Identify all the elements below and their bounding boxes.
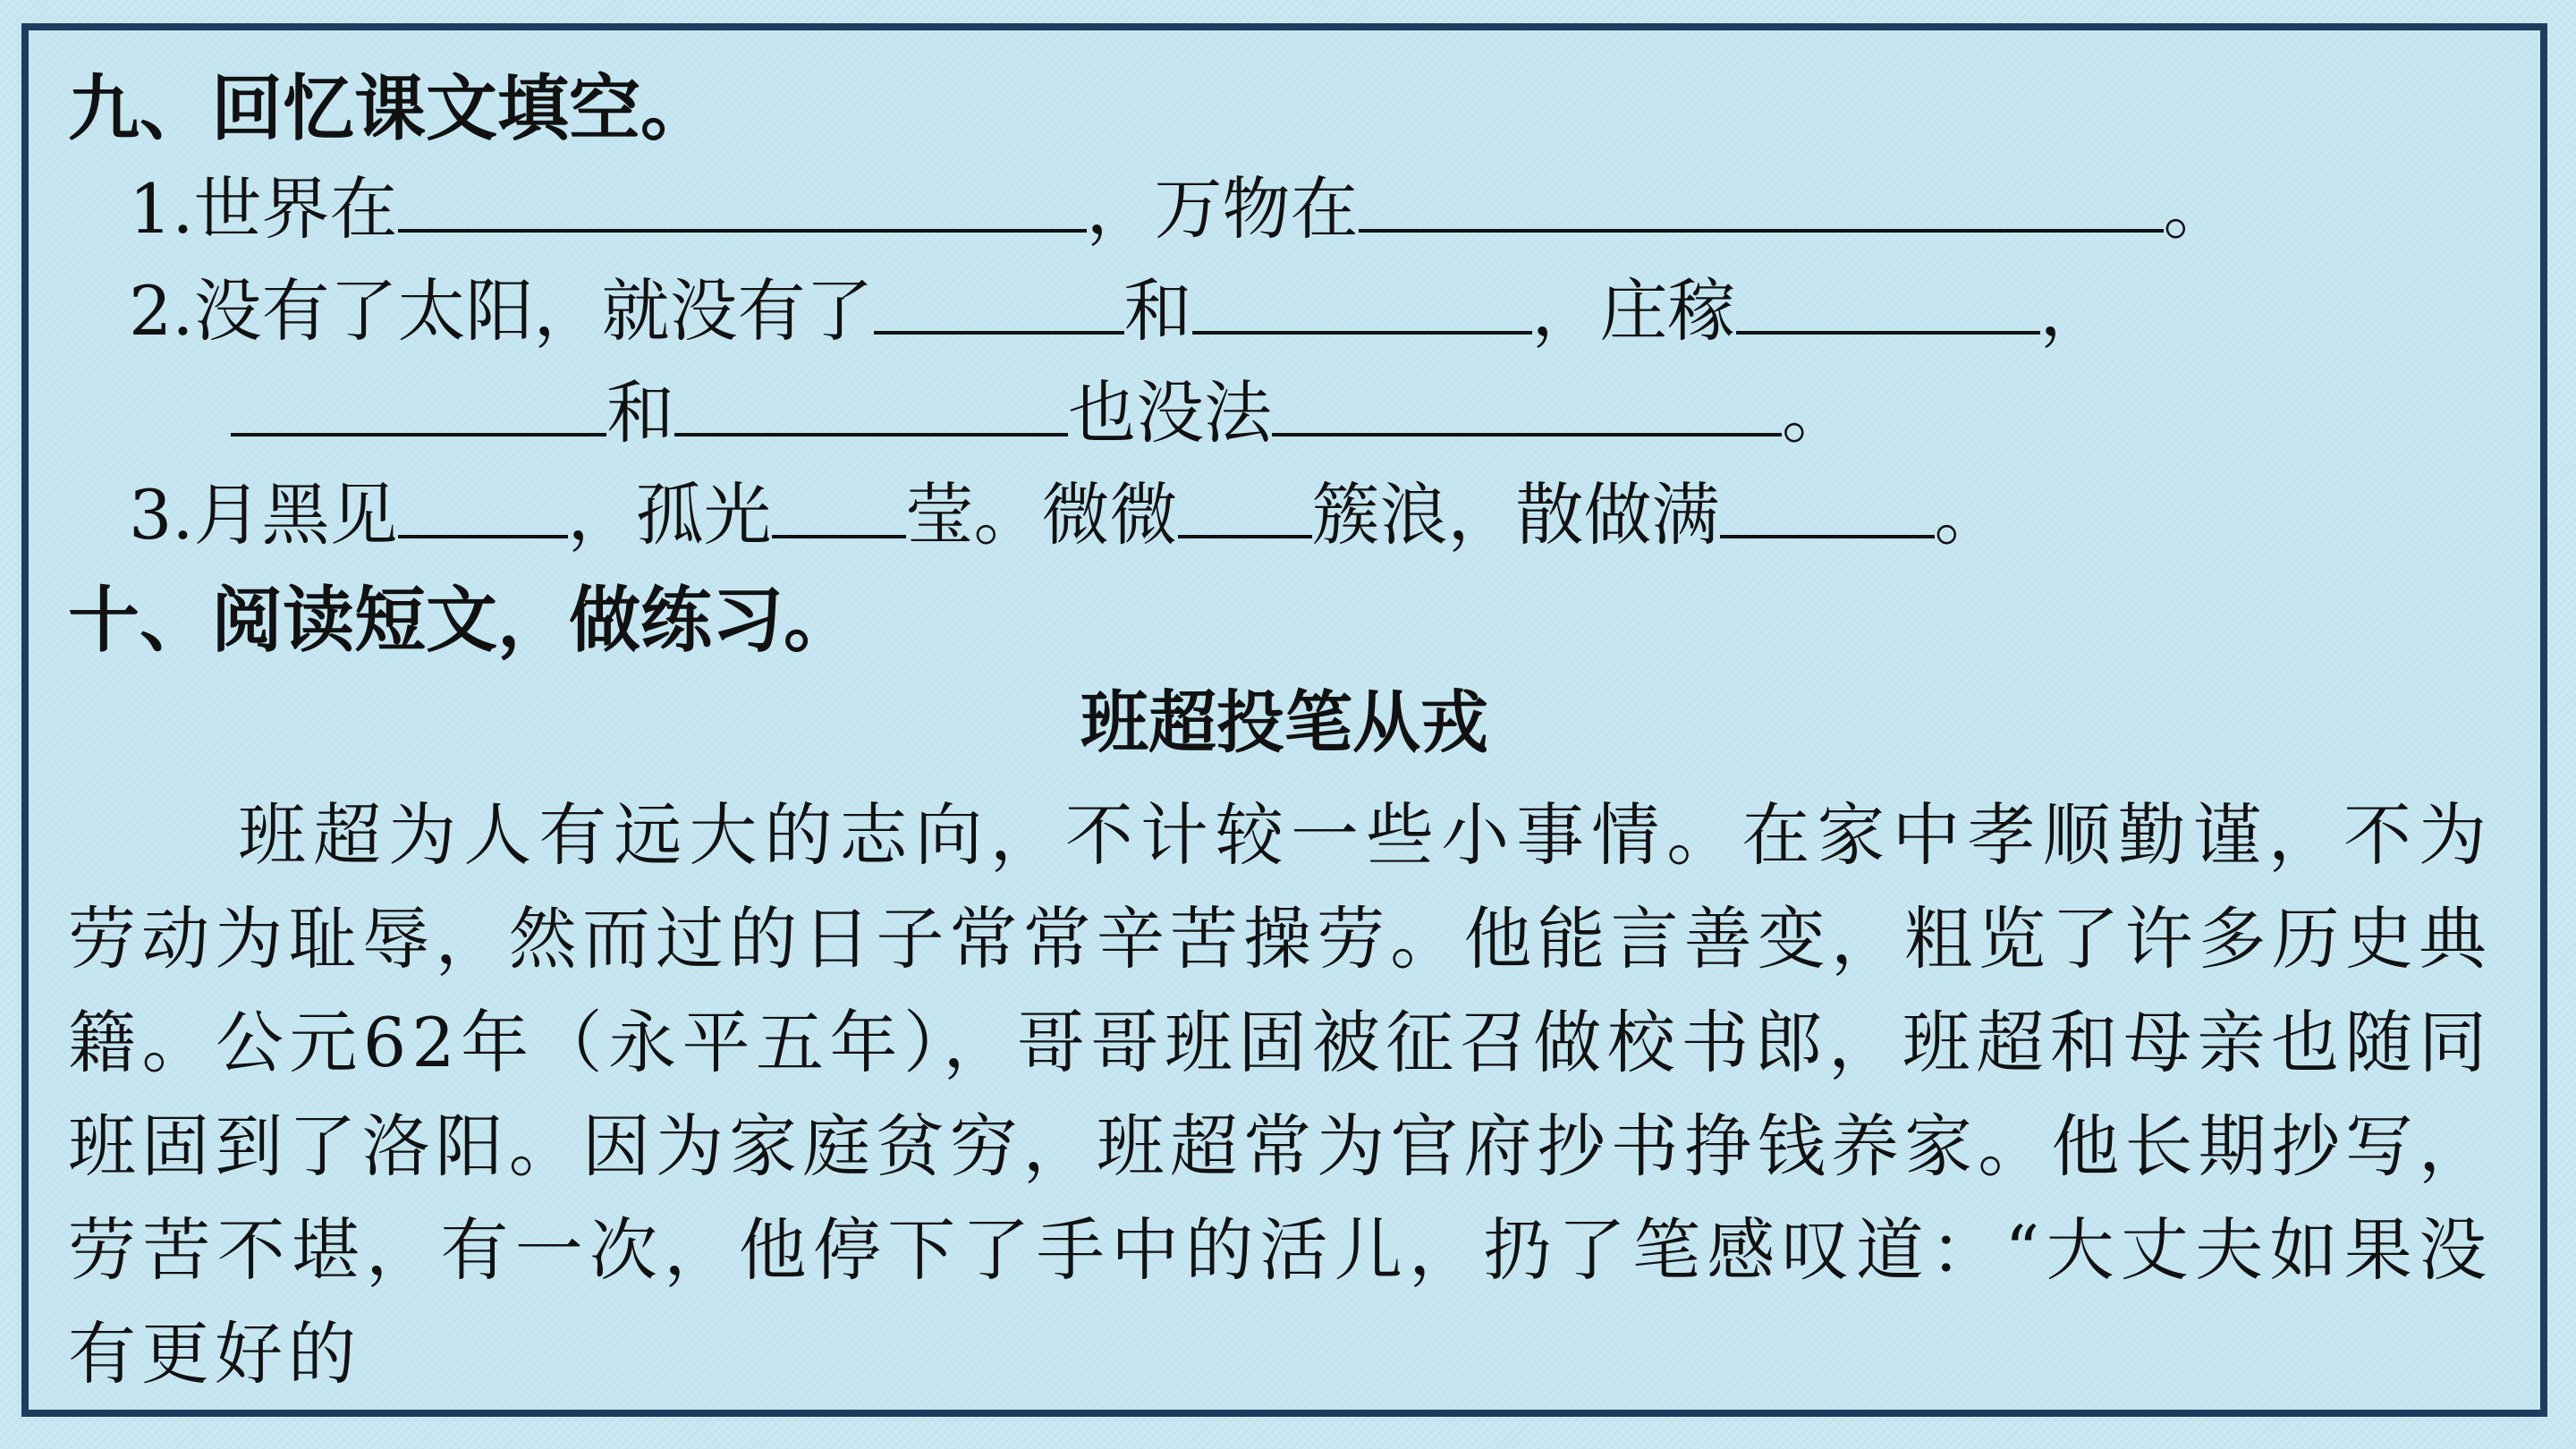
question-text: 也没法 [1068, 373, 1272, 453]
question-text: ，庄稼 [1531, 271, 1736, 351]
worksheet-frame [21, 23, 2547, 1417]
question-text: 簇浪，散做满 [1311, 475, 1720, 555]
question-text: 莹。微微 [905, 475, 1178, 555]
question-text: 和 [606, 373, 674, 453]
section-9-heading: 九、回忆课文填空。 [68, 67, 712, 150]
question-2-continued [231, 370, 1850, 456]
fill-blank[interactable] [1192, 268, 1532, 335]
question-text: ，万物在 [1086, 169, 1359, 249]
fill-blank[interactable] [674, 370, 1068, 436]
question-text: 。 [1934, 475, 2003, 555]
section-10-heading: 十、阅读短文，做练习。 [68, 579, 855, 662]
question-text: ，孤光 [567, 475, 772, 555]
fill-blank[interactable] [231, 370, 606, 436]
question-number: 2. [129, 271, 194, 351]
question-number: 1. [129, 169, 194, 249]
question-3 [129, 472, 2003, 558]
question-text: 月黑见 [193, 475, 398, 555]
question-text: 没有了太阳，就没有了 [193, 271, 874, 351]
fill-blank[interactable] [1720, 472, 1935, 538]
question-number: 3. [129, 475, 194, 555]
question-text: 世界在 [193, 169, 398, 249]
fill-blank[interactable] [772, 472, 906, 538]
question-text: ， [2039, 271, 2108, 351]
fill-blank[interactable] [1178, 472, 1312, 538]
question-text: 。 [2163, 169, 2232, 249]
question-1 [129, 166, 2232, 252]
fill-blank[interactable] [874, 268, 1124, 335]
fill-blank[interactable] [398, 472, 568, 538]
fill-blank[interactable] [1359, 166, 2164, 233]
passage-title: 班超投笔从戎 [1080, 682, 1488, 762]
question-2 [129, 268, 2108, 354]
passage-paragraph: 班超为人有远大的志向，不计较一些小事情。在家中孝顺勤谨，不为劳动为耻辱，然而过的日子常常辛苦操劳。他能言善变，粗览了许多历史典籍。公元62年（永平五年），哥哥班固被征召做校书郎，班超和母亲也随同班固到了洛阳。因为家庭贫穷，班超常为官府抄书挣钱养家。他长期抄写，劳苦不堪，有一次，他停下了手中的活儿，扔了笔感叹道：“大丈夫如果没有更好的 [68, 795, 2492, 1394]
fill-blank[interactable] [398, 166, 1087, 233]
question-text: 。 [1782, 373, 1850, 453]
question-text: 和 [1123, 271, 1192, 351]
fill-blank[interactable] [1272, 370, 1782, 436]
fill-blank[interactable] [1736, 268, 2040, 335]
